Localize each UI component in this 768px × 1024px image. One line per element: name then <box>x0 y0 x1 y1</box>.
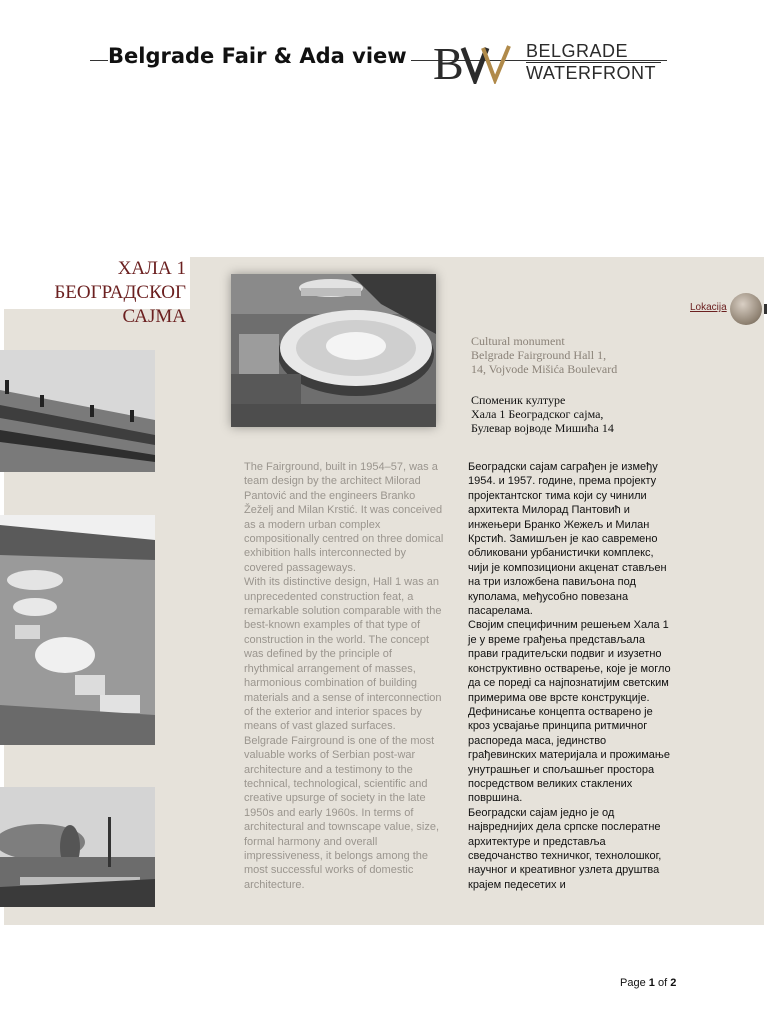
page-indicator <box>620 977 676 989</box>
page-of: of <box>657 977 668 989</box>
location-link[interactable]: Lokacija <box>690 302 727 313</box>
heading-line-1: ХАЛА 1 <box>117 258 186 279</box>
monument-sr-line-1: Споменик културе <box>471 393 566 407</box>
location-marker-edge <box>764 304 767 314</box>
monument-en-line-2: Belgrade Fairground Hall 1, <box>471 348 607 362</box>
page-title: Belgrade Fair & Ada view <box>108 44 411 68</box>
hall-aerial-photo <box>231 274 436 427</box>
page-word: Page <box>620 977 646 989</box>
brochure-heading <box>0 257 186 329</box>
monument-info-sr <box>471 393 614 435</box>
description-sr-paragraph-1: Београдски сајам саграђен је између 1954. и 1957. године, према пројекту пројектантског тима који су чинили архитекта Милорад Пантовић и инжењери Бранко Жежељ и Милан Крстић. Замишљен је као савремено обликовани урбанистички комплекс, чији је композициони акценат стављен на три изложбена павиљона под куполама, међусобно повезана пасарелама. <box>468 461 667 618</box>
heading-line-2: БЕОГРАДСКОГ САЈМА <box>54 282 186 327</box>
monument-en-line-3: 14, Vojvode Mišića Boulevard <box>471 362 618 376</box>
description-en-paragraph-3: Belgrade Fairground is one of the most valuable works of Serbian post-war architecture and a testimony to the technical, technological, scientific and creative upsurge of society in the late 1950s and early 1960s. In terms of architectural and townscape value, size, formal harmony and overall impressiveness, it belongs among the most successful works of domestic architecture. <box>244 734 440 891</box>
location-pin-icon[interactable] <box>730 293 762 325</box>
construction-photo <box>0 350 155 472</box>
description-sr-paragraph-2: Својим специфичним решењем Хала 1 је у време грађења представљала прави градитељски подвиг и изузетно конструктивно остварење, које је могло да се поредi са најпознатијим светским примерима ове врсте конструкције. Дефинисање концепта остварено је кроз усвајање принципа ритмичног распореда маса, јединство грађевинских материјала и прожимање унутрашњег и спољашњег простора посредством великих стаклених површина. <box>468 619 671 805</box>
description-sr <box>468 460 674 892</box>
hall-exterior-photo <box>0 787 155 907</box>
logo-line-2: WATERFRONT <box>526 63 656 83</box>
monument-info-en <box>471 334 617 376</box>
fairground-aerial-photo <box>0 515 155 745</box>
logo-b-glyph: B <box>433 42 464 84</box>
monument-sr-line-2: Хала 1 Београдског сајма, <box>471 407 604 421</box>
description-en-paragraph-1: The Fairground, built in 1954–57, was a team design by the architect Milorad Pantović and the engineers Branko Žeželj and Milan Krstić. It was conceived as a modern urban complex compositionally centred on three domical exhibition halls interconnected by covered passageways. <box>244 461 444 574</box>
description-sr-paragraph-3: Београдски сајам једно је од највреднијих дела српске послератне архитектуре и представља сведочанство техничког, технолошког, научног и креативног узлета друштва крајем педесетих и <box>468 806 662 891</box>
page-total: 2 <box>670 977 677 989</box>
description-en <box>244 460 444 892</box>
description-en-paragraph-2: With its distinctive design, Hall 1 was an unprecedented construction feat, a remarkable solution comparable with the best-known examples of that type of construction in the world. The concept was defined by the principle of rhythmical arrangement of masses, harmonious combination of building materials and a sense of interconnection of the exterior and interior spaces by means of vast glazed surfaces. <box>244 576 442 733</box>
monument-en-line-1: Cultural monument <box>471 334 565 348</box>
brand-logo-mark <box>433 42 523 84</box>
monument-sr-line-3: Булевар војводе Мишића 14 <box>471 421 614 435</box>
brand-logo-text <box>526 42 661 83</box>
logo-line-1: BELGRADE <box>526 41 629 61</box>
bw-logo-icon <box>433 42 523 84</box>
page-current: 1 <box>648 977 655 989</box>
